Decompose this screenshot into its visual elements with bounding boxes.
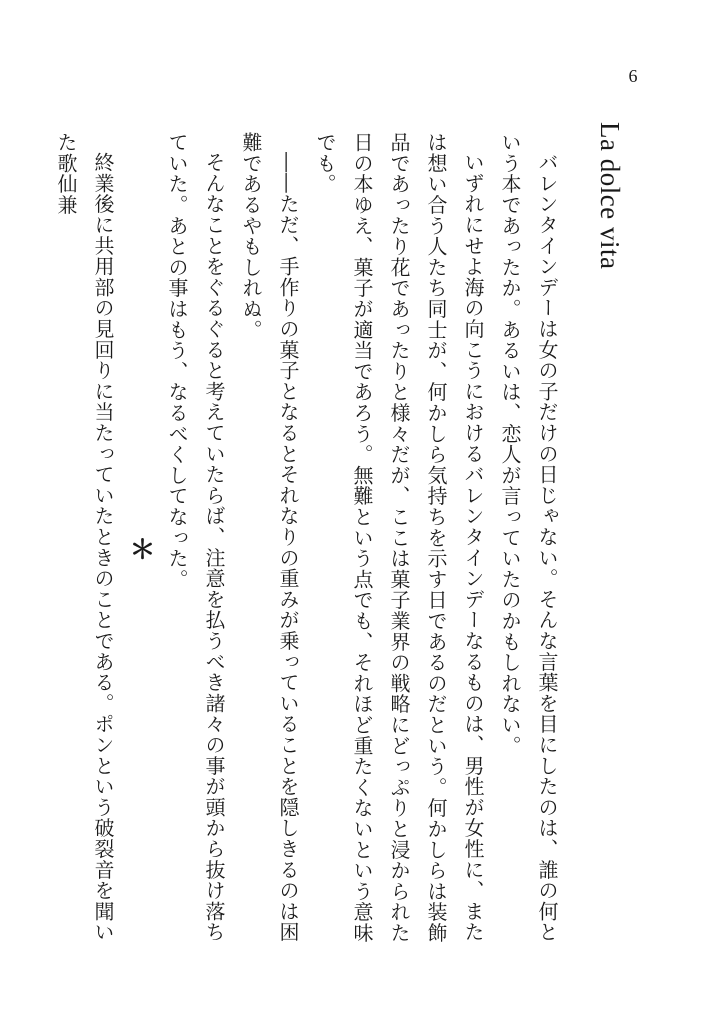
- paragraph-5: 終業後に共用部の見回りに当たっていたときのことである。ポンという破裂音を聞いた歌仙兼: [54, 132, 115, 943]
- paragraph-4: そんなことをぐるぐると考えていたらば、注意を払うべき諸々の事が頭から抜け落ちていた。あとの事はもう、なるべくしてなった。: [165, 132, 226, 943]
- chapter-title: La dolce vita: [595, 122, 625, 270]
- body-text: [54, 132, 565, 962]
- paragraph-3: ――ただ、手作りの菓子となるとそれなりの重みが乗っていることを隠しきるのは困難であるやもしれぬ。: [239, 132, 300, 943]
- section-separator: ＊: [125, 536, 155, 563]
- page-number: 6: [628, 66, 638, 86]
- paragraph-1: バレンタインデーは女の子だけの日じゃない。そんな言葉を目にしたのは、誰の何という本であったか。あるいは、恋人が言っていたのかもしれない。: [498, 132, 559, 943]
- paragraph-2: いずれにせよ海の向こうにおけるバレンタインデーなるものは、男性が女性に、または想い合う人たち同士が、何かしら気持ちを示す日であるのだという。何かしらは装飾品であったり花であったりと様々だが、ここは菓子業界の戦略にどっぷりと浸かられた日の本ゆえ、菓子が適当であろう。無難という点でも、それほど重たくないという意味でも。: [313, 132, 485, 944]
